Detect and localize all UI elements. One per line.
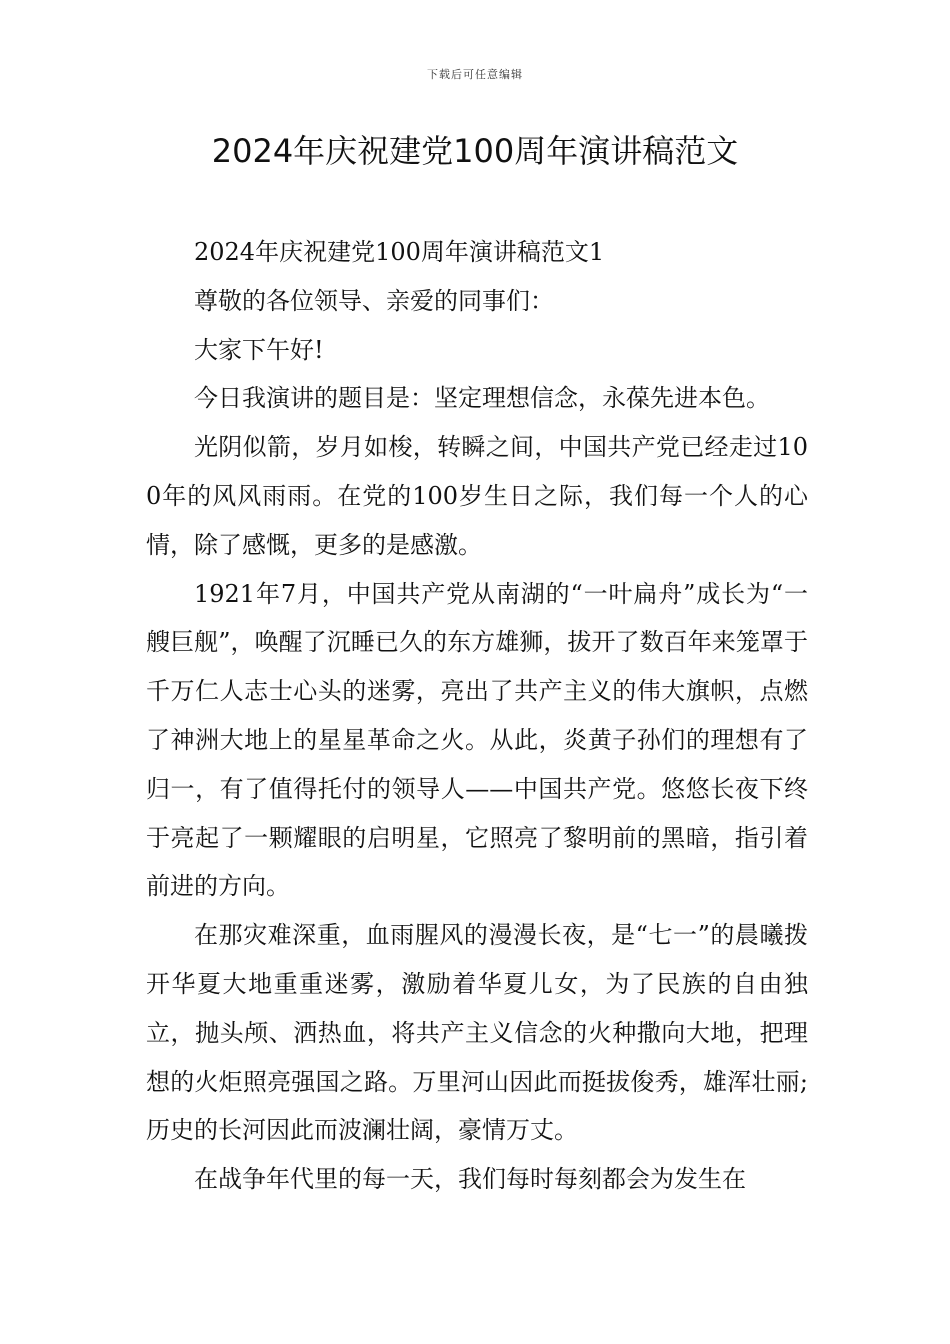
paragraph: 在战争年代里的每一天，我们每时每刻都会为发生在: [194, 1165, 746, 1194]
page-header-note: 下载后可任意编辑: [427, 68, 523, 81]
paragraph-subtitle: 2024年庆祝建党100周年演讲稿范文1: [194, 238, 605, 266]
paragraph-greeting: 大家下午好!: [194, 335, 324, 364]
document-title: 2024年庆祝建党100周年演讲稿范文: [211, 132, 739, 170]
document-body: [146, 228, 808, 1204]
paragraph-topic: 今日我演讲的题目是：坚定理想信念，永葆先进本色。: [194, 384, 770, 413]
paragraph: 在那灾难深重，血雨腥风的漫漫长夜，是“七一”的晨曦拨开华夏大地重重迷雾，激励着华夏儿女，为了民族的自由独立，抛头颅、洒热血，将共产主义信念的火种撒向大地，把理想的火炬照亮强国之路。万里河山因此而挺拔俊秀，雄浑壮丽;历史的长河因此而波澜壮阔，豪情万丈。: [146, 921, 808, 1145]
paragraph-salutation: 尊敬的各位领导、亲爱的同事们：: [194, 286, 554, 315]
paragraph: 光阴似箭，岁月如梭，转瞬之间，中国共产党已经走过100年的风风雨雨。在党的100岁生日之际，我们每一个人的心情，除了感慨，更多的是感激。: [146, 433, 808, 559]
paragraph: 1921年7月，中国共产党从南湖的“一叶扁舟”成长为“一艘巨舰”，唤醒了沉睡已久的东方雄狮，拔开了数百年来笼罩于千万仁人志士心头的迷雾，亮出了共产主义的伟大旗帜，点燃了神洲大地上的星星革命之火。从此，炎黄子孙们的理想有了归一，有了值得托付的领导人——中国共产党。悠悠长夜下终于亮起了一颗耀眼的启明星，它照亮了黎明前的黑暗，指引着前进的方向。: [146, 579, 808, 901]
